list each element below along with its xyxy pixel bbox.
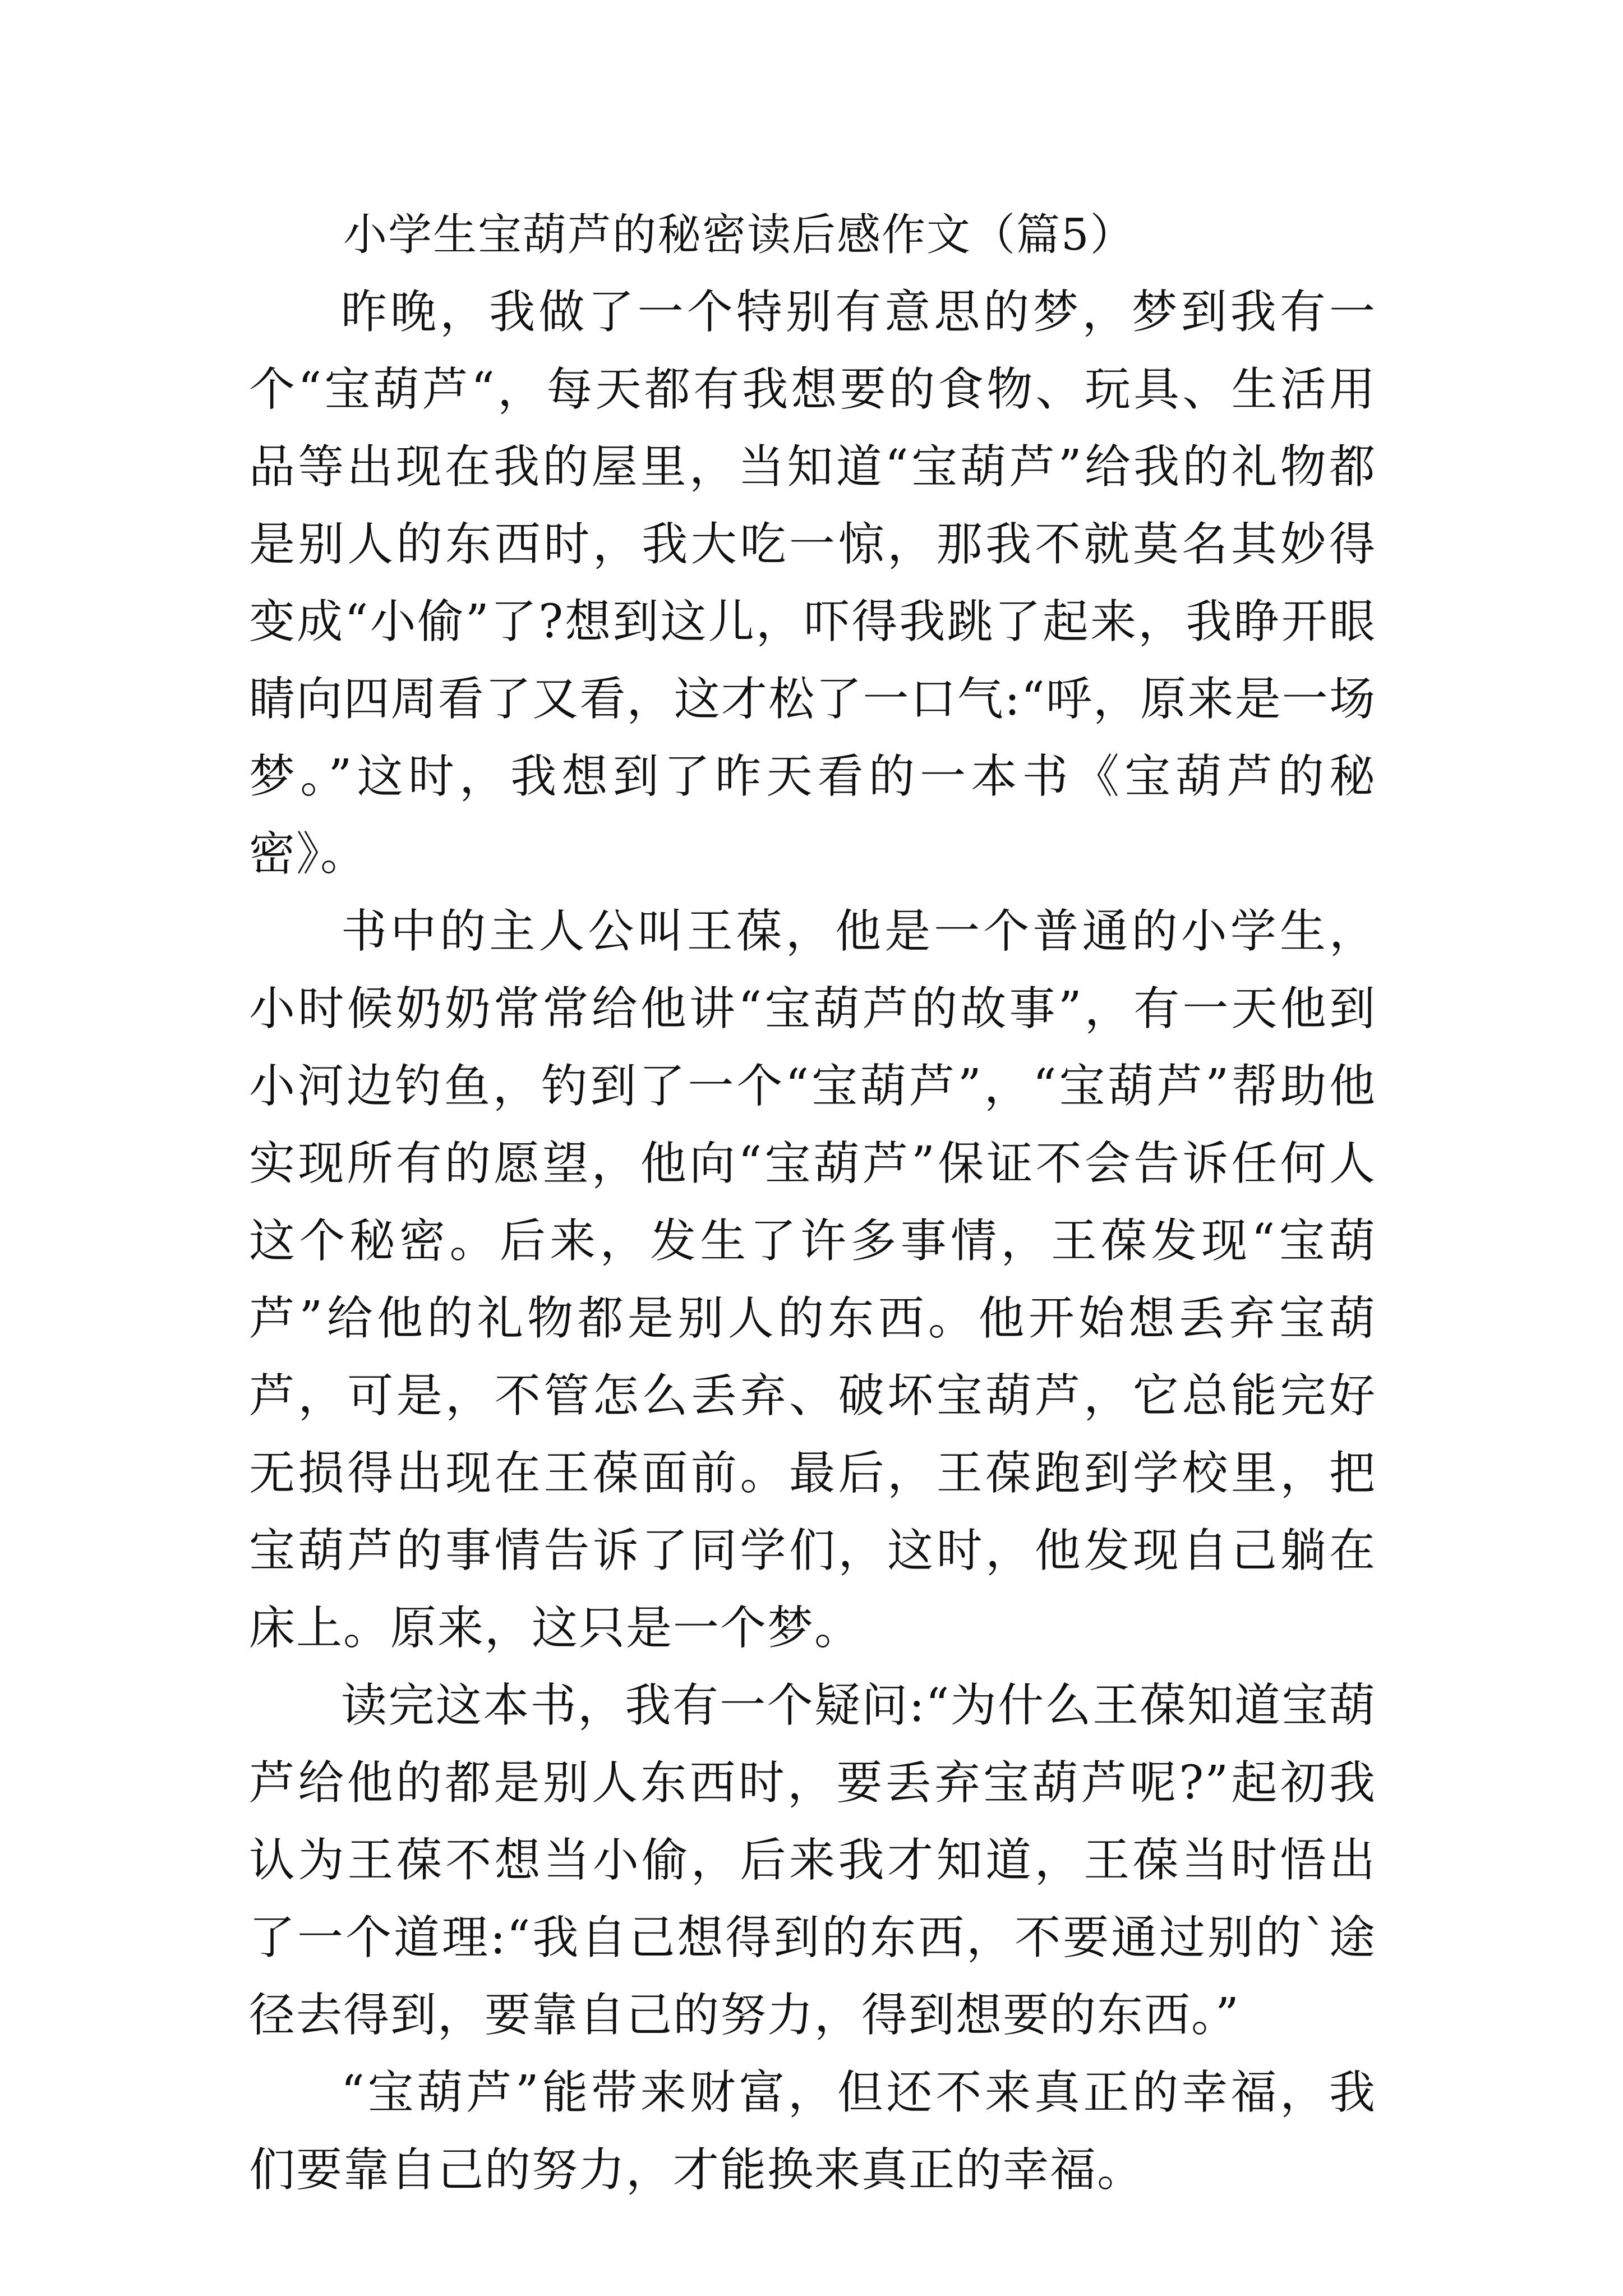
document-body: [249, 196, 1376, 2209]
paragraph-4: “宝葫芦”能带来财富，但还不来真正的幸福，我们要靠自己的努力，才能换来真正的幸福。: [249, 2066, 1376, 2197]
paragraph-1: 昨晚，我做了一个特别有意思的梦，梦到我有一个“宝葫芦“，每天都有我想要的食物、玩具、生活用品等出现在我的屋里，当知道“宝葫芦”给我的礼物都是别人的东西时，我大吃一惊，那我不就莫名其妙得变成“小偷”了?想到这儿，吓得我跳了起来，我睁开眼睛向四周看了又看，这才松了一口气:“呼，原来是一场梦。”这时，我想到了昨天看的一本书《宝葫芦的秘密》。: [249, 286, 1376, 881]
paragraph-3: 读完这本书，我有一个疑问:“为什么王葆知道宝葫芦给他的都是别人东西时，要丢弃宝葫芦呢?”起初我认为王葆不想当小偷，后来我才知道，王葆当时悟出了一个道理:“我自己想得到的东西，不要通过别的`途径去得到，要靠自己的努力，得到想要的东西。”: [249, 1679, 1376, 2042]
document-title: 小学生宝葫芦的秘密读后感作文（篇5）: [343, 210, 1135, 260]
paragraph-2: 书中的主人公叫王葆，他是一个普通的小学生，小时候奶奶常常给他讲“宝葫芦的故事”，有一天他到小河边钓鱼，钓到了一个“宝葫芦”，“宝葫芦”帮助他实现所有的愿望，他向“宝葫芦”保证不会告诉任何人这个秘密。后来，发生了许多事情，王葆发现“宝葫芦”给他的礼物都是别人的东西。他开始想丢弃宝葫芦，可是，不管怎么丢弃、破坏宝葫芦，它总能完好无损得出现在王葆面前。最后，王葆跑到学校里，把宝葫芦的事情告诉了同学们，这时，他发现自己躺在床上。原来，这只是一个梦。: [249, 905, 1376, 1655]
